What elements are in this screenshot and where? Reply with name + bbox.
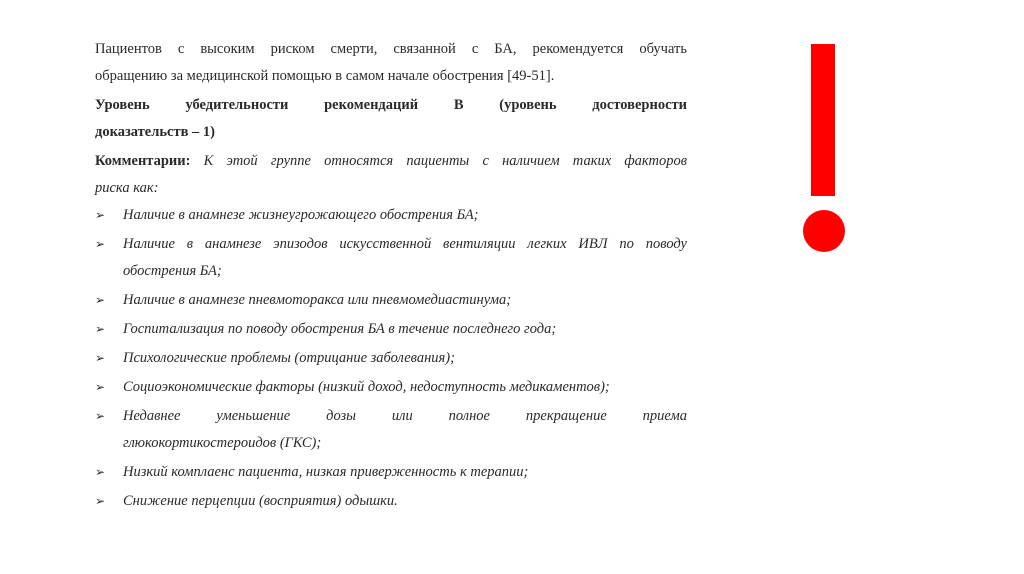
list-item xyxy=(95,374,687,401)
intro-line-1: Пациентов с высоким риском смерти, связанной с БА, рекомендуется обучать xyxy=(95,41,687,57)
recommendation-level xyxy=(95,92,687,146)
list-item xyxy=(95,403,687,457)
list-item-text-continued: обострения БА; xyxy=(123,263,222,279)
arrow-bullet-icon: ➢ xyxy=(95,465,106,479)
risk-factors-list xyxy=(95,202,687,515)
arrow-bullet-icon: ➢ xyxy=(95,237,106,251)
comments-paragraph xyxy=(95,148,687,202)
comments-label: Комментарии: xyxy=(95,153,191,169)
list-item xyxy=(95,287,687,314)
arrow-bullet-icon: ➢ xyxy=(95,409,106,423)
list-item-text: Наличие в анамнезе эпизодов искусственной вентиляции легких ИВЛ по поводу xyxy=(123,236,687,252)
intro-paragraph xyxy=(95,36,687,90)
arrow-bullet-icon: ➢ xyxy=(95,322,106,336)
list-item-text: Наличие в анамнезе жизнеугрожающего обострения БА; xyxy=(123,207,479,223)
list-item-text: Социоэкономические факторы (низкий доход, недоступность медикаментов); xyxy=(123,379,610,395)
document-text xyxy=(95,36,687,517)
list-item xyxy=(95,488,687,515)
list-item-text-continued: глюкокортикостероидов (ГКС); xyxy=(123,435,322,451)
arrow-bullet-icon: ➢ xyxy=(95,494,106,508)
intro-line-2: обращению за медицинской помощью в самом начале обострения [49-51]. xyxy=(95,68,555,84)
list-item xyxy=(95,316,687,343)
list-item-text: Снижение перцепции (восприятия) одышки. xyxy=(123,493,398,509)
arrow-bullet-icon: ➢ xyxy=(95,380,106,394)
level-line-1: Уровень убедительности рекомендаций В (уровень достоверности xyxy=(95,97,687,113)
comments-text-line-2: риска как: xyxy=(95,180,159,196)
list-item-text: Недавнее уменьшение дозы или полное прекращение приема xyxy=(123,408,687,424)
list-item xyxy=(95,345,687,372)
list-item xyxy=(95,231,687,285)
arrow-bullet-icon: ➢ xyxy=(95,293,106,307)
list-item-text: Госпитализация по поводу обострения БА в течение последнего года; xyxy=(123,321,557,337)
list-item-text: Психологические проблемы (отрицание заболевания); xyxy=(123,350,455,366)
comments-text-line-1: К этой группе относятся пациенты с наличием таких факторов xyxy=(203,153,688,169)
arrow-bullet-icon: ➢ xyxy=(95,351,106,365)
list-item xyxy=(95,202,687,229)
arrow-bullet-icon: ➢ xyxy=(95,208,106,222)
level-line-2: доказательств – 1) xyxy=(95,124,216,140)
exclamation-dot xyxy=(803,210,845,252)
list-item-text: Низкий комплаенс пациента, низкая приверженность к терапии; xyxy=(123,464,529,480)
exclamation-bar xyxy=(811,44,835,196)
list-item xyxy=(95,459,687,486)
list-item-text: Наличие в анамнезе пневмоторакса или пневмомедиастинума; xyxy=(123,292,512,308)
exclamation-mark-icon xyxy=(800,40,848,252)
